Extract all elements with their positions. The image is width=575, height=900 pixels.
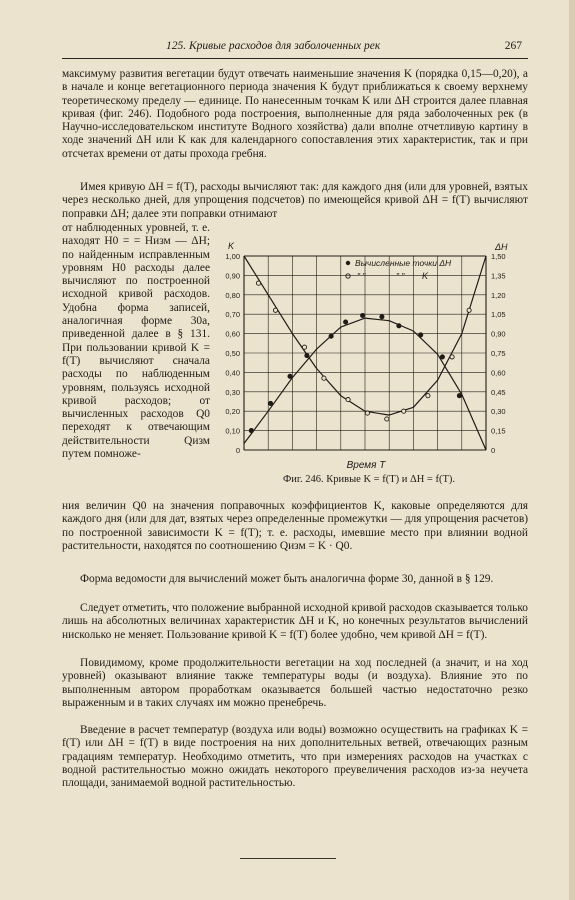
left-tick-label: 0,50 — [225, 349, 240, 358]
right-axis-label: ΔH — [495, 242, 508, 252]
left-tick-label: 0,40 — [225, 368, 240, 378]
figure-246 — [214, 241, 524, 490]
data-point-k — [346, 398, 350, 402]
chart-points — [249, 281, 471, 433]
data-point-dh — [457, 394, 461, 398]
chart-ticks — [225, 252, 505, 455]
end-rule — [240, 858, 336, 859]
figure-caption: Фиг. 246. Кривые K = f(T) и ΔH = f(T). — [282, 474, 456, 485]
data-point-k — [385, 417, 389, 421]
left-tick-label: 0,90 — [225, 271, 240, 281]
right-tick-label: 0,30 — [491, 407, 506, 417]
data-point-k — [256, 281, 260, 285]
chart-legend — [346, 258, 452, 281]
data-point-k — [467, 308, 471, 312]
legend-k-prefix: " " — [357, 271, 366, 281]
right-tick-label: 1,05 — [491, 310, 506, 320]
right-tick-label: 0 — [491, 446, 496, 455]
right-tick-label: 1,35 — [491, 271, 506, 281]
data-point-k — [322, 376, 326, 380]
data-point-dh — [269, 401, 273, 405]
data-point-dh — [361, 313, 365, 317]
running-header — [62, 38, 528, 59]
data-point-k — [273, 308, 277, 312]
left-tick-label: 0,70 — [225, 310, 240, 320]
data-point-dh — [419, 333, 423, 337]
chart-svg — [214, 241, 524, 476]
data-point-k — [426, 394, 430, 398]
right-tick-label: 0,90 — [491, 329, 506, 339]
running-title: 125. Кривые расходов для заболоченных рек — [166, 40, 381, 52]
page-edge — [569, 0, 575, 900]
x-axis-label: Время T — [346, 460, 386, 471]
right-tick-label: 0,45 — [491, 387, 506, 397]
paragraph-2-wrap: от наблюденных уровней, т. е. находят H0 = = Hизм — ΔH; по найденным исправленным уровням H0 расходы далее вычисляют по построенной исходной кривой расходов. Удобна форма записей, аналогичная форме 30а, приведенной далее в § 131. При пользовании кривой K = f(T) вычисляют сначала расходы по наблюденным уровням, пользуясь исходной кривой расходов; от вычисленных расходов Q0 переходят к отвечающим действительности Qизм путем помноже- — [62, 222, 210, 461]
page-number: 267 — [504, 40, 522, 52]
left-tick-label: 0 — [235, 446, 240, 455]
paragraph-5: Повидимому, кроме продолжительности вегетации на ход последней (а значит, и на ход уровней) оказывают влияние также температуры воды (и воздуха). Влияние это по выполненным автором проработкам оказывается большей частью недостаточно резко выраженным и в таких случаях им можно пренебречь. — [62, 657, 528, 709]
data-point-k — [402, 409, 406, 413]
legend-filled-marker — [346, 261, 350, 265]
data-point-k — [302, 345, 306, 349]
data-point-dh — [305, 354, 309, 358]
left-tick-label: 0,30 — [225, 387, 240, 397]
left-tick-label: 0,80 — [225, 290, 240, 300]
left-tick-label: 1,00 — [225, 252, 240, 261]
data-point-dh — [440, 355, 444, 359]
left-tick-label: 0,20 — [225, 407, 240, 417]
legend-dh-label: Вычисленные точки ΔH — [355, 258, 452, 268]
data-point-k — [450, 355, 454, 359]
legend-k-mid: " " — [396, 271, 405, 281]
data-point-dh — [344, 320, 348, 324]
right-tick-label: 0,15 — [491, 426, 506, 436]
paragraph-3: Форма ведомости для вычислений может быть аналогична форме 30, данной в § 129. — [80, 573, 494, 585]
right-tick-label: 0,75 — [491, 349, 506, 358]
data-point-dh — [329, 334, 333, 338]
data-point-dh — [288, 374, 292, 378]
right-tick-label: 1,20 — [491, 290, 506, 300]
left-tick-label: 0,60 — [225, 329, 240, 339]
left-axis-label: K — [228, 241, 235, 251]
data-point-dh — [249, 429, 253, 433]
data-point-dh — [380, 315, 384, 319]
paragraph-4: Следует отметить, что положение выбранной исходной кривой расходов сказывается только лишь на абсолютных величинах характеристик ΔH и K, но конечных результатов вычислений нисколько не меняет. Пользование кривой K = f(T) более удобно, чем кривой ΔH = f(T). — [62, 602, 528, 641]
legend-open-marker — [346, 274, 350, 278]
right-tick-label: 0,60 — [491, 368, 506, 378]
paragraph-2-end: ния величин Q0 на значения поправочных коэффициентов K, каковые определяются для каждого дня (или для дат, взятых через определенные промежутки — для упрощения расчетов) по построенной зависимости K = f(T); т. е. расходы, имевшие место при влиянии водной растительности, находятся по соотношению Qизм = K · Q0. — [62, 500, 528, 552]
legend-k-symbol: K — [422, 271, 429, 281]
chart-grid — [244, 256, 486, 450]
paragraph-6: Введение в расчет температур (воздуха или воды) возможно осуществить на графиках K = f(T) или ΔH = f(T) в виде построения на них дополнительных ветвей, отвечающих разным градациям температур. Необходимо отметить, что при измерениях расходов на участках с водной растительностью можно ожидать некоторого преувеличения расходов из-за неучета площади, занимаемой водной растительностью. — [62, 724, 528, 790]
right-tick-label: 1,50 — [491, 252, 506, 261]
paragraph-1: максимуму развития вегетации будут отвечать наименьшие значения K (порядка 0,15—0,20), а в начале и конце вегетационного периода значения K будут приближаться к своему верхнему теоретическому пределу — единице. По нанесенным точкам K или ΔH строится далее плавная кривая (фиг. 246). Подобного рода построения, выполненные для ряда заболоченных рек (в Научно-исследовательском институте Водного хозяйства) дали вполне отчетливую картину в ходе значений ΔH или K как для календарного сопоставления этих характеристик, так и при отсчетах времени от даты прохода гребня. — [62, 68, 528, 160]
data-point-dh — [397, 324, 401, 328]
data-point-k — [365, 411, 369, 415]
paragraph-2-top: Имея кривую ΔH = f(T), расходы вычисляют так: для каждого дня (или для уровней, взятых через несколько дней, для упрощения подсчетов) по имеющейся кривой ΔH = f(T) вычисляют поправки ΔH; далее эти поправки отнимают — [62, 181, 528, 220]
left-tick-label: 0,10 — [225, 426, 240, 436]
